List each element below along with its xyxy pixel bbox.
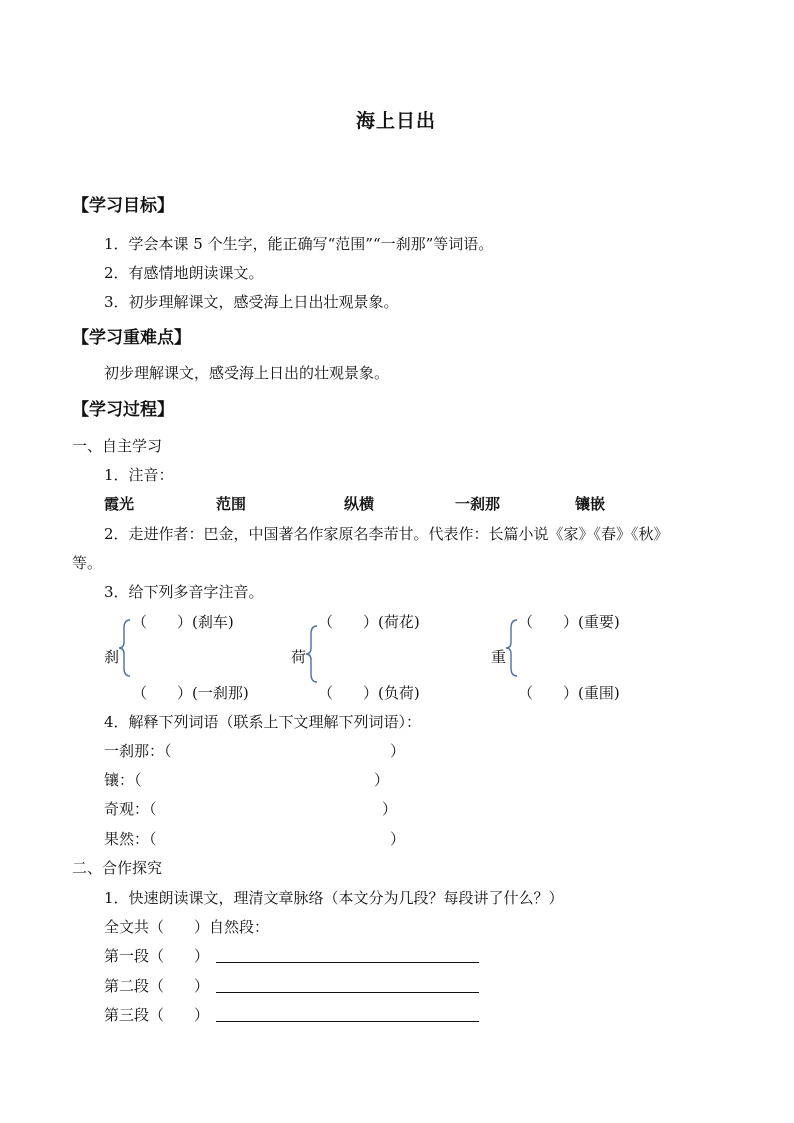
section-heading-goals: 【学习目标】 [72,196,174,216]
section-heading-process: 【学习过程】 [72,400,174,420]
definition-close: ） [374,771,390,789]
question-3: 3．给下列多音字注音。 [104,583,264,601]
paragraph-count: 全文共（ ）自然段： [104,918,270,936]
pinyin-word: 一刹那 [455,495,501,513]
brace-icon [118,618,132,678]
answer-line [216,1021,479,1022]
part2-heading: 二、合作探究 [72,859,163,877]
goal-item: 1．学会本课 5 个生字，能正确写“范围”“一刹那”等词语。 [104,235,494,253]
definition-close: ） [382,800,398,818]
pinyin-word: 镶嵌 [575,495,606,513]
definition-label: 一刹那：（ [104,742,172,760]
polyphone-char: 重 [491,648,507,666]
question-2: 2．走进作者：巴金，中国著名作家原名李芾甘。代表作：长篇小说《家》《春》《秋》 [104,525,669,543]
pinyin-word: 纵横 [344,495,375,513]
goal-item: 2．有感情地朗读课文。 [104,264,264,282]
brace-icon [305,624,319,684]
polyphone-char: 刹 [104,648,120,666]
polyphone-top: （ ）(刹车) [132,613,234,631]
polyphone-char: 荷 [291,648,307,666]
question-1: 1．注音： [104,466,174,484]
paragraph-item: 第一段（ ） [104,947,210,965]
part1-heading: 一、自主学习 [72,437,163,455]
definition-label: 奇观：（ [104,800,157,818]
polyphone-bottom: （ ）(一刹那) [132,684,249,702]
answer-line [216,992,479,993]
brace-icon [505,618,519,678]
polyphone-bottom: （ ）(负荷) [318,684,420,702]
page-title: 海上日出 [356,110,437,132]
goal-item: 3．初步理解课文，感受海上日出壮观景象。 [104,293,399,311]
keypoint-text: 初步理解课文，感受海上日出的壮观景象。 [104,364,390,382]
question-2-continued: 等。 [72,554,103,572]
paragraph-item: 第三段（ ） [104,1006,210,1024]
definition-close: ） [390,742,406,760]
paragraph-item: 第二段（ ） [104,977,210,995]
pinyin-word: 霞光 [104,495,135,513]
polyphone-top: （ ）(荷花) [318,613,420,631]
answer-line [216,962,479,963]
definition-label: 镶：（ [104,771,142,789]
definition-label: 果然：（ [104,830,157,848]
pinyin-word: 范围 [216,495,247,513]
part2-question-1: 1．快速朗读课文，理清文章脉络（本文分为几段？每段讲了什么？） [104,889,564,907]
polyphone-bottom: （ ）(重围) [518,684,620,702]
question-4: 4．解释下列词语（联系上下文理解下列词语）： [104,713,422,731]
polyphone-top: （ ）(重要) [518,613,620,631]
definition-close: ） [390,830,406,848]
section-heading-keypoints: 【学习重难点】 [72,328,191,348]
